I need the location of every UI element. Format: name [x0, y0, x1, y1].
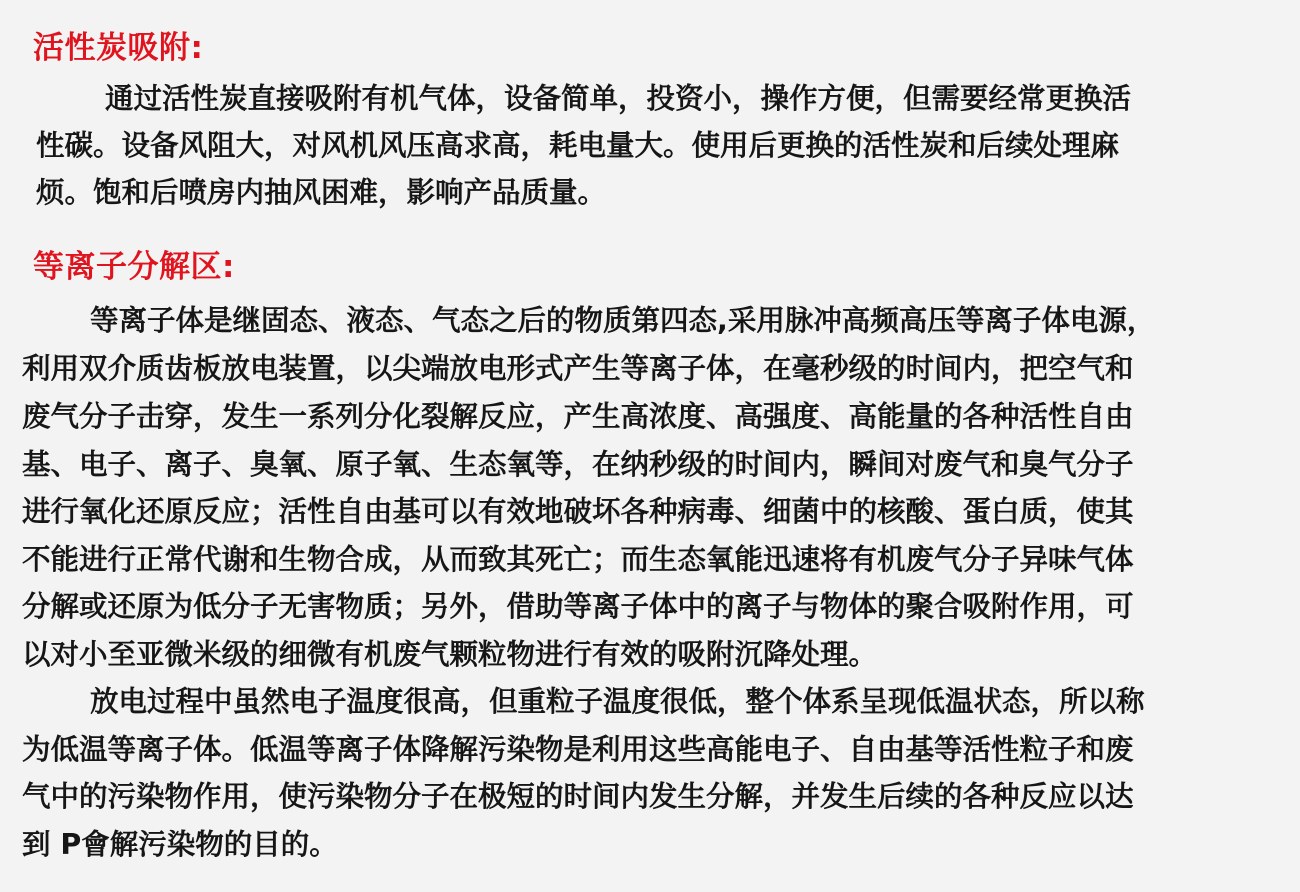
plasma-line-1: 等离子体是继固态、液态、气态之后的物质第四态,采用脉冲高频高压等离子体电源，	[90, 304, 1156, 337]
carbon-line-1: 通过活性炭直接吸附有机气体，设备简单，投资小，操作方便，但需要经常更换活	[105, 82, 1132, 115]
plasma-line-9: 放电过程中虽然电子温度很高，但重粒子温度很低，整个体系呈现低温状态，所以称	[90, 685, 1145, 718]
section-heading-activated-carbon: 活性炭吸附:	[33, 30, 204, 66]
plasma-line-4: 基、电子、离子、臭氧、原子氧、生态氧等，在纳秒级的时间内，瞬间对废气和臭气分子	[22, 448, 1134, 481]
carbon-line-3: 烦。饱和后喷房内抽风困难，影响产品质量。	[36, 176, 607, 209]
plasma-line-5: 进行氧化还原反应；活性自由基可以有效地破坏各种病毒、细菌中的核酸、蛋白质，使其	[22, 495, 1134, 528]
plasma-line-3: 废气分子击穿，发生一系列分化裂解反应，产生高浓度、高强度、高能量的各种活性自由	[22, 400, 1134, 433]
plasma-line-6: 不能进行正常代谢和生物合成，从而致其死亡；而生态氧能迅速将有机废气分子异味气体	[22, 543, 1134, 576]
plasma-line-7: 分解或还原为低分子无害物质；另外，借助等离子体中的离子与物体的聚合吸附作用，可	[22, 590, 1134, 623]
plasma-line-12: 到 P會解污染物的目的。	[22, 828, 338, 861]
plasma-line-8: 以对小至亚微米级的细微有机废气颗粒物进行有效的吸附沉降处理。	[22, 638, 878, 671]
carbon-line-2: 性碳。设备风阻大，对风机风压高求高，耗电量大。使用后更换的活性炭和后续处理麻	[36, 129, 1120, 162]
section-heading-plasma-decomposition: 等离子分解区:	[33, 249, 235, 285]
plasma-line-2: 利用双介质齿板放电装置，以尖端放电形式产生等离子体，在毫秒级的时间内，把空气和	[22, 352, 1134, 385]
plasma-line-11: 气中的污染物作用，使污染物分子在极短的时间内发生分解，并发生后续的各种反应以达	[22, 780, 1134, 813]
plasma-line-10: 为低温等离子体。低温等离子体降解污染物是利用这些高能电子、自由基等活性粒子和废	[22, 733, 1134, 766]
